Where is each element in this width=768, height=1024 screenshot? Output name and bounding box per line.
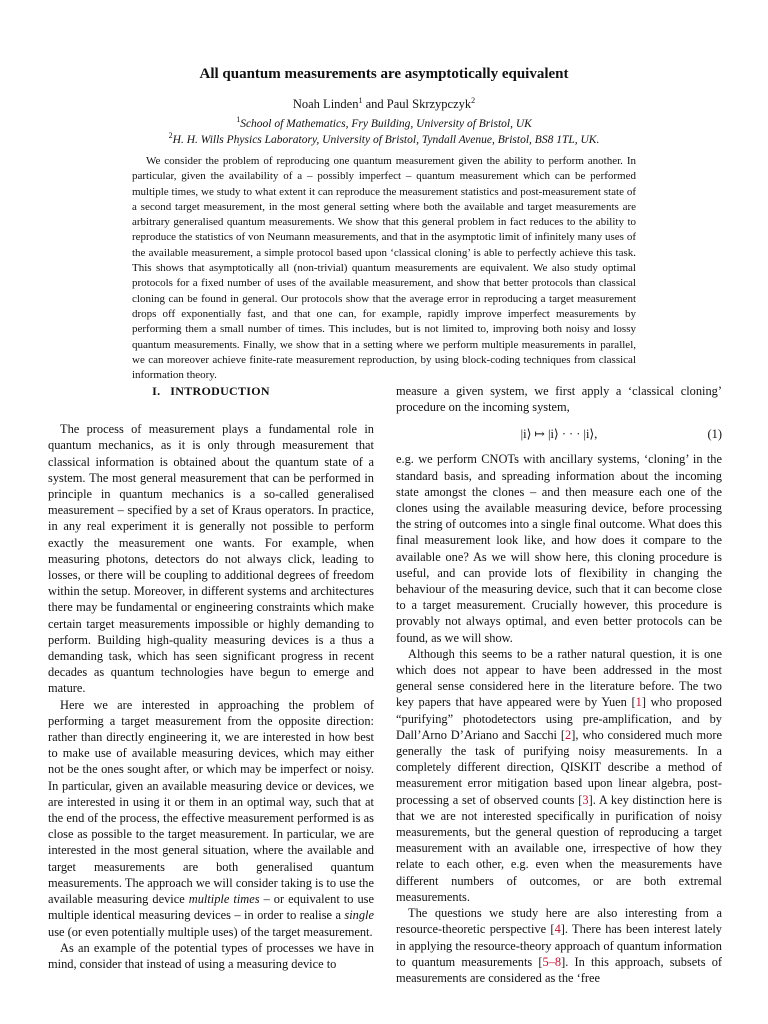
right-column — [396, 383, 722, 986]
text-run: ]. A key distinction here is that we are not interested specifically in purification of noisy measurements, but the general question of reproducing a target measurement with an available one, irrespective of how they relate to each other, e.g. even when the measurements have different numbers of outcomes, or are both extremal measurements. — [396, 792, 722, 904]
affiliation-1 — [0, 115, 768, 130]
text-run: ], who considered much more generally the task of purifying noisy measurements. In a completely different direction, QISKIT describe a method of measurement error mitigation based upon linear algebra, post-processing a set of observed counts [ — [396, 727, 722, 807]
citation-link[interactable]: 4 — [554, 922, 561, 937]
paragraph: e.g. we perform CNOTs with ancillary systems, ‘cloning’ in the standard basis, and spreading information about the incoming state amongst the clones – and then measure each one of the clones using the available measuring device, before processing the string of outcomes into a single final outcome. What does this final measurement look like, and how does it compare to the available one? As we will show here, this cloning procedure is useful, and can provide lots of flexibility in changing the behaviour of the measuring device, such that it can become close to a target measurement. Crucially however, this procedure is provably not always optimal, and even better protocols can be found, as we will show. — [396, 452, 722, 645]
section-heading: I. INTRODUCTION — [152, 384, 270, 398]
author-affil-mark: 1 — [358, 96, 363, 105]
affiliation-mark: 1 — [236, 115, 241, 124]
paragraph — [396, 905, 722, 986]
author-name: Paul Skrzypczyk — [386, 97, 472, 112]
text-run: ]. In this approach, subsets of measurements are considered as the ‘free — [396, 954, 723, 985]
author-joiner: and — [362, 97, 387, 112]
text-run: use (or even potentially multiple uses) of the target measurement. — [48, 924, 373, 939]
affiliation-2 — [0, 131, 768, 146]
text-run: Here we are interested in approaching the problem of performing a target measurement from the opposite direction: rather than directly engineering it, we are interested in how best to make use of available measuring devices, which may either not be the ones sought after, or which may be imperfect or noisy. In particular, given an available measuring device or devices, we are interested in using it or them in an optimal way, such that at the end of the process, the effective measurement performed is as close as possible to the target measurement. In particular, we are interested in the most general situation, where the available and target measurements are both generalised quantum measurements. The approach we will consider taking is to use the available measuring device — [48, 697, 374, 907]
citation-link[interactable]: 3 — [582, 792, 589, 807]
author-line — [0, 96, 768, 112]
text-run: Although this seems to be a rather natural question, it is one which does not appear to have been addressed in the most general sense considered here in the literature before. The two key papers that have appeared were by Yuen [ — [396, 646, 722, 710]
paragraph: measure a given system, we first apply a ‘classical cloning’ procedure on the incoming system, — [396, 384, 722, 415]
emphasis: multiple times — [188, 892, 260, 907]
citation-link[interactable]: 2 — [565, 727, 572, 742]
affiliation-text: School of Mathematics, Fry Building, University of Bristol, UK — [240, 117, 532, 130]
citation-link[interactable]: 5–8 — [542, 954, 562, 969]
paragraph — [48, 697, 374, 940]
author-affil-mark: 2 — [471, 96, 476, 105]
citation-link[interactable]: 1 — [635, 695, 642, 710]
emphasis: single — [344, 908, 374, 923]
text-run: ]. There has been interest lately in applying the resource-theory approach of quantum information to quantum measurements [ — [396, 922, 723, 969]
equation-1 — [396, 421, 722, 447]
left-column — [48, 383, 374, 972]
text-run: ] who proposed “purifying” photodetectors using pre-amplification, and by Dall’Arno D’Ariano and Sacchi [ — [396, 695, 722, 742]
equation-number: (1) — [707, 427, 722, 442]
author-name: Noah Linden — [292, 97, 359, 112]
paragraph: As an example of the potential types of processes we have in mind, consider that instead of using a measuring device to — [48, 940, 374, 971]
paragraph: The process of measurement plays a fundamental role in quantum mechanics, as it is only through measurement that classical information is obtained about the quantum state of a system. The most general measurement that can be performed in principle in quantum mechanics is a so-called generalised measurement – specified by a set of Kraus operators. In practice, in any real experiment it is generally not possible to perform exactly the measurement one wants. For example, when measuring photons, detectors do not always click, leading to losses, or there will be coupling to additional degrees of freedom within the setup. Moreover, in different systems and architectures there may be fundamental or engineering constraints which make certain target measurements impossible or highly demanding to perform. Building high-quality measuring devices is a thus a demanding task, which has seen significant progress in recent decades as quantum technologies have begun to emerge and mature. — [48, 422, 374, 696]
equation-body: |i⟩ ↦ |i⟩ · · · |i⟩, — [520, 427, 598, 442]
text-run: The questions we study here are also interesting from a resource-theoretic perspective [ — [396, 906, 722, 937]
abstract: We consider the problem of reproducing one quantum measurement given the ability to perform another. In particular, given the availability of a – possibly imperfect – quantum measurement which can be performed multiple times, we study to what extent it can reproduce the measurement statistics and post-measurement state of a second target measurement, in the most general setting where both the available and target measurements are arbitrary generalised quantum measurements. We show that this general problem in fact reduces to the ability to reproduce the statistics of von Neumann measurements, and that in the asymptotic limit of infinitely many uses of the available measurement, a simple protocol based upon ‘classical cloning’ is able to perfectly achieve this task. This shows that asymptotically all (non-trivial) quantum measurements are equivalent. We also study optimal protocols for a fixed number of uses of the available measurement, and show that better protocols than classical cloning can be found in general. Our protocols show that the average error in reproducing a target measurement drops off exponentially fast, and that one can, for example, rapidly improve imperfect measurements by performing them a small number of times. This includes, but is not limited to, improving both noisy and lossy quantum measurements. Finally, we show that in a setting where we perform multiple measurements in parallel, we can moreover achieve finite-rate measurement reproduction, by using block-coding techniques from classical information theory. — [132, 155, 636, 382]
paragraph — [396, 646, 722, 905]
paper-title: All quantum measurements are asymptotically equivalent — [199, 66, 569, 82]
affiliation-mark: 2 — [168, 131, 173, 140]
affiliation-text: H. H. Wills Physics Laboratory, University of Bristol, Tyndall Avenue, Bristol, BS8 1TL, UK. — [172, 133, 600, 146]
text-run: – or equivalent to use multiple identical measuring devices – in order to realise a — [48, 892, 374, 923]
